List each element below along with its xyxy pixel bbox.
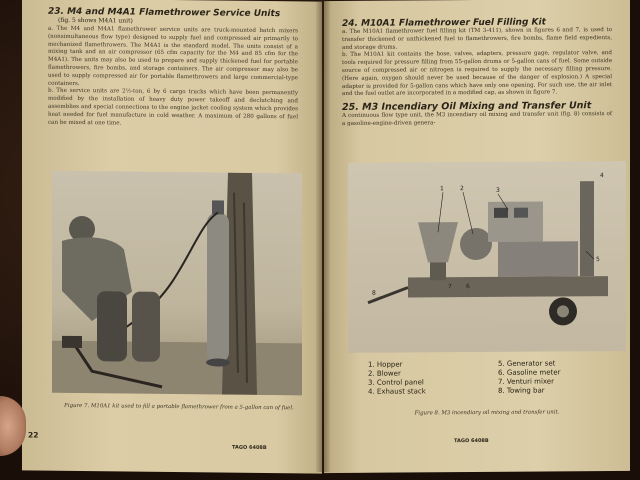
legend-item: 5. Generator set <box>498 359 556 368</box>
section-title-23: 23. M4 and M4A1 Flamethrower Service Units <box>48 6 281 20</box>
legend-item: 3. Control panel <box>368 378 424 387</box>
right-section <box>342 17 612 129</box>
right-page <box>324 0 630 473</box>
legend-item: 1. Hopper <box>368 360 403 369</box>
book-gutter <box>316 0 330 472</box>
figure-8-caption: Figure 8. M3 incendiary oil mixing and transfer unit. <box>414 409 560 417</box>
left-page <box>22 0 322 474</box>
figure-8-photo <box>348 161 626 353</box>
figure-7-photo <box>52 171 302 396</box>
callout-8: 8 <box>372 289 376 297</box>
left-section <box>48 7 298 130</box>
paragraph-25: A continuous flow type unit, the M3 incendiary oil mixing and transfer unit (fig. 8) consists of a gasoline-engine-driven genera- <box>342 111 612 127</box>
flamethrower-filling-illustration <box>52 171 302 396</box>
figure-8-legend <box>368 359 618 397</box>
mixing-unit-illustration <box>348 161 626 353</box>
legend-item: 8. Towing bar <box>498 386 545 395</box>
callout-4: 4 <box>600 172 604 180</box>
section-subtitle-23: (fig. 5 shows M4A1 unit) <box>58 16 133 25</box>
right-footer: TAGO 6408B <box>454 437 489 445</box>
callout-7: 7 <box>448 283 452 291</box>
section-title-25: 25. M3 Incendiary Oil Mixing and Transfer Unit <box>342 100 592 114</box>
callout-2: 2 <box>460 185 464 193</box>
paragraph-23a: a. The M4 and M4A1 flamethrower service units are truck-mounted batch mixers (nonsimultaneous flow type) designed to supply fuel and compressed air primarily to mechanized flamethrowers. The M4A1 is the standard model. The units consist of a mixing tank and an air compressor (65 cfm capacity for the M4 and 85 cfm for the M4A1). The units may also be used to prepare and supply thickened fuel for portable flamethrowers, fire bombs, and storage containers. The air compressor may also be used to supply compressed air for portable flamethrowers and large commercial-type containers. <box>48 25 298 87</box>
legend-item: 4. Exhaust stack <box>368 387 426 396</box>
legend-item: 2. Blower <box>368 369 401 378</box>
callout-5: 5 <box>596 256 600 264</box>
paragraph-24a: a. The M10A1 flamethrower fuel filling kit (TM 3-411), shown in figures 6 and 7, is used to transfer thickened or unthickened fuel to flamethrowers, fire bombs, flame field expedients, and storage drums. <box>342 27 612 51</box>
page-number: 22 <box>28 430 39 440</box>
legend-item: 7. Venturi mixer <box>498 377 554 386</box>
legend-item: 6. Gasoline meter <box>498 368 561 377</box>
callout-6: 6 <box>466 283 470 291</box>
callout-3: 3 <box>496 186 500 194</box>
callout-1: 1 <box>440 185 444 193</box>
paragraph-24b: b. The M10A1 kit contains the hose, valves, adapters, pressure gage, regulator valve, and tools required for pressure filling from 55-gallon drums or 5-gallon cans of fuel. Some outside source of compressed air or nitrogen is required to supply the necessary filling pressure. (Here again, oxygen should never be used because of the danger of explosion.) A special adapter is provided for 5-gallon cans which have only one opening. For such use, the air inlet and the fuel outlet are incorporated in a modified cap, as shown in figure 7. <box>342 50 612 98</box>
paragraph-23b: b. The service units are 2½-ton, 6 by 6 cargo trucks which have been permanently modified by the installation of heavy duty power takeoff and declutching and assemblies and special connections to the engine jacket cooling system which provides heat needed for fuel manufacture in cold weather. A maximum of 280 gallons of fuel can be mixed at one time. <box>48 88 298 127</box>
figure-7-caption: Figure 7. M10A1 kit used to fill a portable flamethrower from a 5-gallon can of fuel. <box>64 402 294 412</box>
section-title-24: 24. M10A1 Flamethrower Fuel Filling Kit <box>342 17 546 29</box>
left-footer: TAGO 6408B <box>232 444 267 451</box>
